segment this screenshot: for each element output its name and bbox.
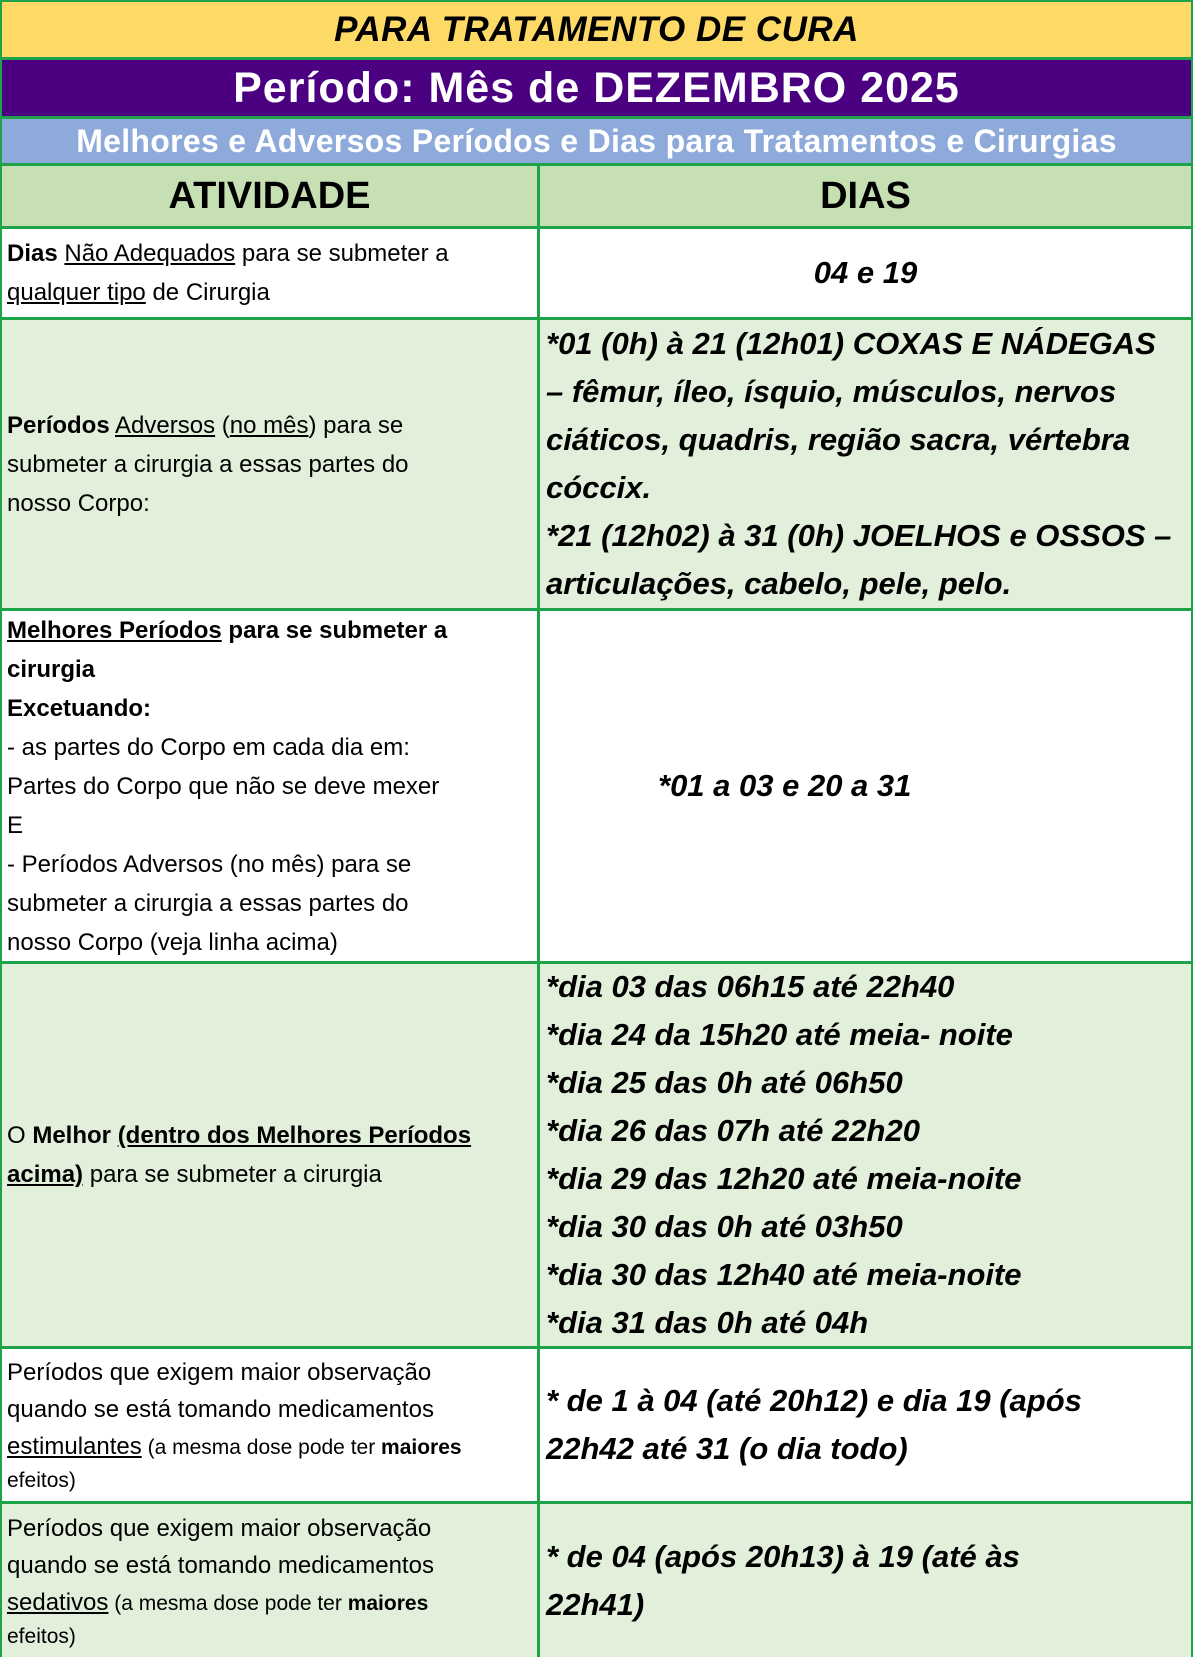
days-line: *dia 24 da 15h20 até meia- noite [546, 1017, 1013, 1052]
days-cell [540, 320, 1191, 608]
activity-line: efeitos) [7, 1469, 76, 1492]
days-line: *dia 30 das 0h até 03h50 [546, 1209, 903, 1244]
activity-line: cirurgia [7, 655, 96, 683]
days-line: *dia 03 das 06h15 até 22h40 [546, 969, 955, 1004]
activity-underlined-text: qualquer tipo [7, 279, 146, 306]
table-row [2, 611, 1191, 964]
activity-underlined-text: estimulantes [7, 1433, 142, 1460]
activity-bold-text: Dias [7, 240, 58, 267]
activity-line [7, 611, 532, 650]
activity-line: nosso Corpo: [7, 489, 150, 517]
period-banner [2, 60, 1191, 119]
table-row [2, 1504, 1191, 1657]
activity-cell [2, 611, 540, 961]
column-header-days: DIAS [820, 174, 911, 217]
days-line: * de 04 (após 20h13) à 19 (até às [546, 1538, 1020, 1574]
activity-line [7, 273, 532, 312]
days-line: *dia 25 das 0h até 06h50 [546, 1065, 903, 1100]
activity-bold-text: Melhor [32, 1122, 112, 1149]
days-text: *01 a 03 e 20 a 31 [658, 768, 912, 803]
table-row [2, 1349, 1191, 1504]
activity-line [7, 1584, 532, 1622]
activity-line: efeitos) [7, 1624, 76, 1648]
activity-line: submeter a cirurgia a essas partes do [7, 450, 409, 478]
activity-line: quando se está tomando medicamentos [7, 1551, 434, 1579]
activity-text: ( [221, 411, 230, 439]
title-banner [2, 2, 1191, 60]
activity-underlined-text: sedativos [7, 1588, 109, 1616]
days-line: cóccix. [546, 470, 652, 505]
activity-line: nosso Corpo (veja linha acima) [7, 928, 338, 956]
activity-text: (a mesma dose pode ter [147, 1436, 376, 1459]
activity-bold-text: Períodos [7, 411, 110, 439]
activity-line: Excetuando: [7, 694, 152, 722]
days-line: *dia 30 das 12h40 até meia-noite [546, 1257, 1022, 1292]
activity-text: ) para se [308, 411, 404, 439]
activity-cell [2, 1349, 540, 1501]
days-line: 22h41) [546, 1586, 645, 1622]
activity-line: submeter a cirurgia a essas partes do [7, 889, 409, 917]
table-row [2, 320, 1191, 611]
days-line: *dia 31 das 0h até 04h [546, 1305, 869, 1340]
activity-line: - as partes do Corpo em cada dia em: [7, 733, 410, 761]
activity-text: (a mesma dose pode ter [114, 1591, 342, 1615]
subtitle-banner [2, 119, 1191, 166]
column-header-activity: ATIVIDADE [2, 166, 540, 226]
subtitle-text: Melhores e Adversos Períodos e Dias para Tratamentos e Cirurgias [76, 122, 1117, 159]
activity-text: O [7, 1122, 26, 1149]
activity-text: para se submeter a cirurgia [89, 1161, 382, 1188]
title-text: PARA TRATAMENTO DE CURA [334, 9, 859, 49]
activity-text: para se submeter a [228, 616, 448, 644]
days-line: *21 (12h02) à 31 (0h) JOELHOS e OSSOS – [546, 518, 1172, 553]
activity-underlined-text: Melhores Períodos [7, 616, 222, 644]
days-line: ciáticos, quadris, região sacra, vértebra [546, 422, 1131, 457]
activity-line [7, 1116, 532, 1155]
days-line: *dia 29 das 12h20 até meia-noite [546, 1161, 1022, 1196]
days-cell [540, 1504, 1191, 1657]
activity-line [7, 234, 532, 273]
activity-line [7, 1428, 532, 1466]
activity-line [7, 1155, 532, 1194]
table-header-row [2, 166, 1191, 229]
activity-underlined-text: no mês [229, 411, 309, 439]
days-line: *dia 26 das 07h até 22h20 [546, 1113, 920, 1148]
activity-line: Períodos que exigem maior observação [7, 1359, 432, 1386]
table-row [2, 964, 1191, 1349]
activity-underlined-text: acima) [7, 1161, 84, 1188]
activity-text: para se submeter a [241, 240, 449, 267]
days-line: – fêmur, íleo, ísquio, músculos, nervos [546, 374, 1117, 409]
days-cell [540, 611, 1191, 961]
days-cell [540, 964, 1191, 1346]
activity-underlined-text: Não Adequados [64, 240, 236, 267]
activity-cell [2, 320, 540, 608]
days-line: 22h42 até 31 (o dia todo) [546, 1431, 908, 1466]
activity-bold-text: maiores [381, 1436, 462, 1459]
activity-cell [2, 964, 540, 1346]
period-text: Período: Mês de DEZEMBRO 2025 [233, 63, 960, 112]
activity-line: Partes do Corpo que não se deve mexer [7, 772, 440, 800]
days-line: * de 1 à 04 (até 20h12) e dia 19 (após [546, 1383, 1082, 1418]
activity-line [7, 406, 532, 445]
days-line: *01 (0h) à 21 (12h01) COXAS E NÁDEGAS [546, 326, 1156, 361]
days-cell [540, 229, 1191, 317]
activity-line: quando se está tomando medicamentos [7, 1396, 434, 1423]
activity-underlined-text: Adversos [115, 411, 216, 439]
activity-text: de Cirurgia [152, 279, 270, 306]
activity-line: E [7, 811, 24, 839]
days-text: 04 e 19 [813, 255, 918, 290]
days-line: articulações, cabelo, pele, pelo. [546, 566, 1012, 601]
days-cell [540, 1349, 1191, 1501]
activity-cell [2, 229, 540, 317]
activity-line: Períodos que exigem maior observação [7, 1514, 432, 1542]
activity-line: - Períodos Adversos (no mês) para se [7, 850, 412, 878]
table-row [2, 229, 1191, 320]
activity-underlined-text: (dentro dos Melhores Períodos [117, 1122, 472, 1149]
activity-cell [2, 1504, 540, 1657]
activity-bold-text: maiores [347, 1591, 429, 1615]
